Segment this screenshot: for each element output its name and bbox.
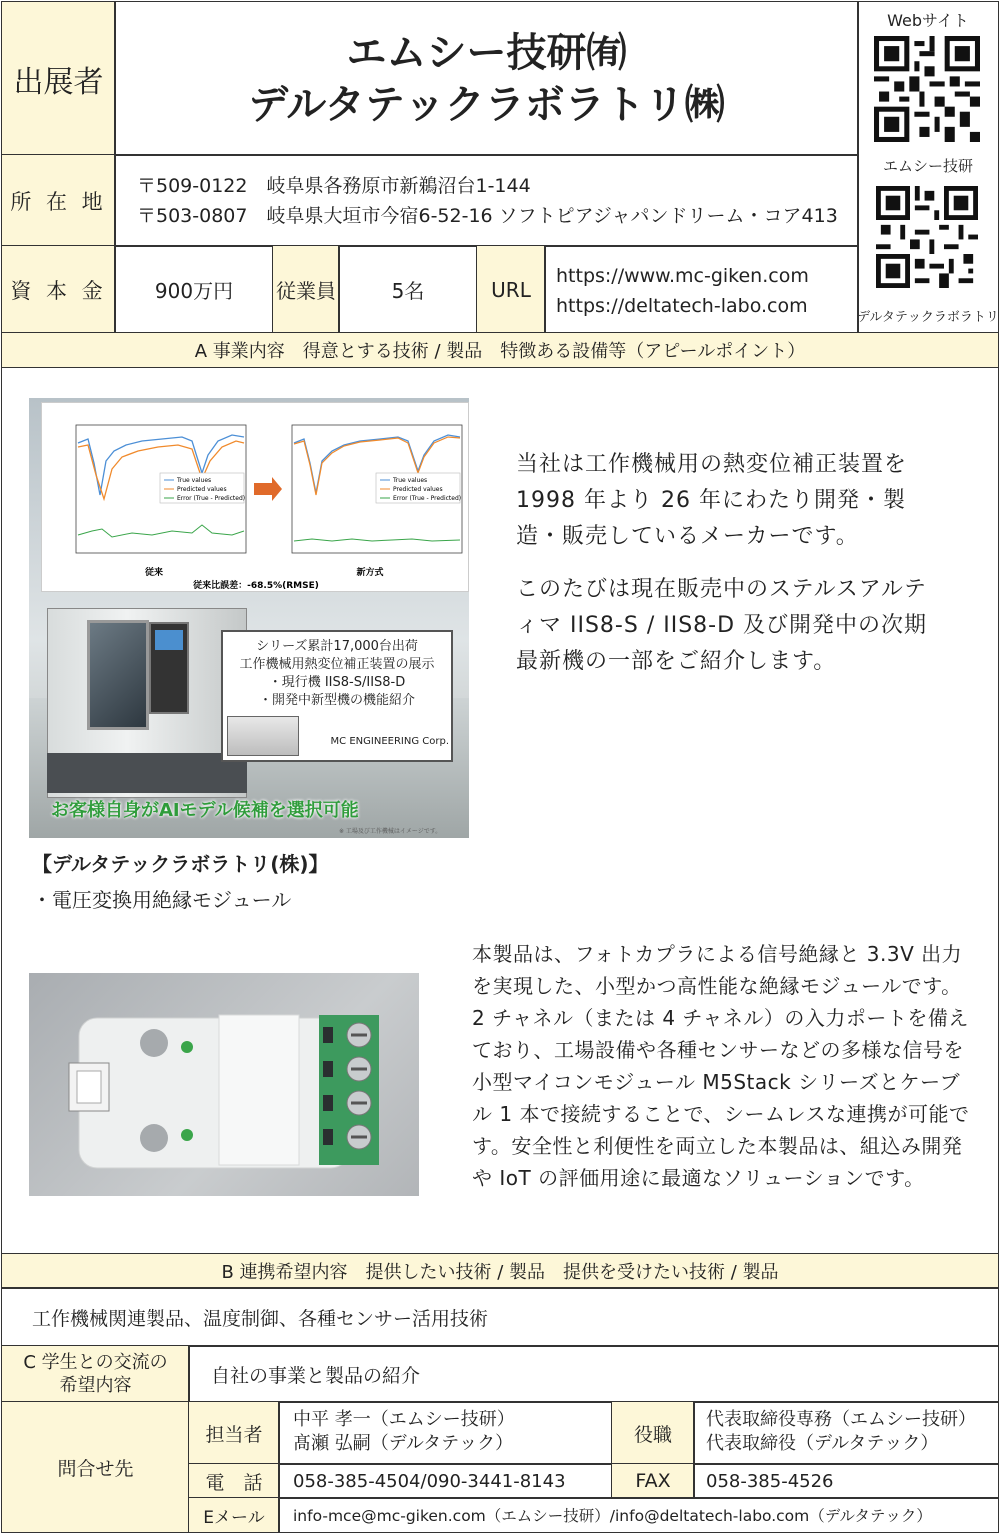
box-corp-name: MC ENGINEERING Corp. [330, 736, 449, 747]
section-c-label-cell [1, 1345, 190, 1403]
person-1: 中平 孝一（エムシー技研） [293, 1409, 515, 1430]
arrow-icon [254, 477, 282, 501]
capital-label-cell [1, 245, 116, 334]
location-label: 所 在 地 [10, 189, 107, 214]
section-c-label-1: C 学生との交流の [23, 1352, 168, 1373]
role-value-cell [693, 1401, 999, 1465]
email-label: Eメール [203, 1507, 265, 1528]
role-2: 代表取締役（デルタテック） [706, 1433, 939, 1454]
email-value-cell [278, 1497, 999, 1533]
capital-value-cell [114, 245, 274, 334]
qr-web-label: Webサイト [887, 11, 969, 30]
person-value-cell [278, 1401, 613, 1465]
machine-window [87, 620, 149, 730]
exhibitor-label-cell [1, 1, 116, 156]
qr-code-web[interactable] [874, 36, 980, 142]
chart-right-label: 新方式 [356, 568, 384, 578]
phone-label-cell [188, 1463, 280, 1499]
section-b-heading: B 連携希望内容 提供したい技術 / 製品 提供を受けたい技術 / 製品 [221, 1262, 779, 1283]
section-a-para-3: 本製品は、フォトカプラによる信号絶縁と 3.3V 出力を実現した、小型かつ高性能な絶縁モジュールです。2 チャネル（または 4 チャネル）の入力ポートを備えており、工場設備や各種センサーなどの多様な信号を小型マイコンモジュール M5Stack シリーズとケーブル 1 本で接続することで、シームレスな連携が可能です。安全性と利便性を両立した本製品は、組込み開発や IoT の評価用途に最適なソリューションです。 [472, 942, 970, 1190]
fax-value-cell [693, 1463, 999, 1499]
qr-code-mc-giken[interactable] [876, 186, 978, 288]
box-line-1: シリーズ累計17,000台出荷 [256, 639, 418, 654]
section-a-para-2: このたびは現在販売中のステルスアルティマ IIS8-S / IIS8-D 及び開発中の次期最新機の一部をご紹介します。 [516, 577, 928, 674]
legend-true-left: True values [177, 477, 212, 484]
product-image-2 [29, 973, 419, 1196]
contact-label-cell [1, 1401, 190, 1533]
sub-item: ・電圧変換用絶縁モジュール [32, 888, 292, 912]
box-line-4: ・開発中新型機の機能紹介 [258, 693, 415, 708]
legend-err-left: Error (True - Predicted) [177, 495, 246, 502]
url-link-2[interactable]: https://deltatech-labo.com [556, 295, 808, 317]
location-label-cell [1, 154, 116, 247]
role-label: 役職 [633, 1423, 672, 1446]
right-chart [292, 425, 462, 578]
address-line-1: 〒509-0122 岐阜県各務原市新鵜沼台1-144 [137, 175, 531, 197]
employees-label: 従業員 [276, 279, 336, 303]
url-value-cell [544, 245, 859, 334]
section-b-body [1, 1287, 999, 1347]
phone-value-cell [278, 1463, 613, 1499]
employees-value: 5名 [391, 279, 425, 303]
section-a-heading-bar [1, 332, 999, 368]
address-line-2: 〒503-0807 岐阜県大垣市今宿6-52-16 ソフトピアジャパンドリーム・コア413 [137, 205, 838, 227]
legend-pred-left: Predicted values [177, 486, 227, 493]
section-b-content: 工作機械関連製品、温度制御、各種センサー活用技術 [32, 1307, 489, 1330]
chart-caption: 従来比誤差：-68.5%(RMSE) [193, 581, 319, 591]
url-label: URL [491, 277, 531, 302]
section-a-para-1: 当社は工作機械用の熱変位補正装置を 1998 年より 26 年にわたり開発・製造・販売しているメーカーです。 [516, 452, 908, 549]
isolation-module-photo [29, 973, 419, 1196]
machine-base [47, 753, 247, 793]
ai-banner: お客様自身がAIモデル候補を選択可能 [51, 800, 359, 821]
legend-true-right: True values [393, 477, 428, 484]
left-chart [76, 425, 246, 578]
phone-label: 電 話 [205, 1471, 263, 1494]
email-value[interactable]: info-mce@mc-giken.com（エムシー技研）/info@deltatech-labo.com（デルタテック） [293, 1507, 932, 1525]
section-a-heading: A 事業内容 得意とする技術 / 製品 特徴ある設備等（アピールポイント） [194, 341, 806, 362]
section-b-heading-bar [1, 1253, 999, 1289]
fax-label: FAX [635, 1470, 671, 1492]
person-label: 担当者 [205, 1423, 263, 1446]
section-c-content: 自社の事業と製品の紹介 [211, 1364, 421, 1387]
chart-left-label: 従来 [144, 568, 164, 578]
fax-label-cell [611, 1463, 695, 1499]
box-line-3: ・現行機 IIS8-S/IIS8-D [268, 675, 406, 690]
role-label-cell [611, 1401, 695, 1465]
employees-value-cell [338, 245, 478, 334]
url-label-cell [476, 245, 546, 334]
phone-value[interactable]: 058-385-4504/090-3441-8143 [293, 1470, 566, 1492]
image-note: ※ 工場及び工作機械はイメージです。 [339, 828, 442, 835]
employees-label-cell [272, 245, 340, 334]
product-image-1 [29, 398, 469, 838]
legend-err-right: Error (True - Predicted) [393, 495, 462, 502]
qr-label-2: デルタテックラボラトリ [857, 310, 999, 325]
box-device-thumbnail [227, 716, 299, 756]
capital-label: 資 本 金 [10, 278, 107, 303]
company-name-cell [114, 1, 859, 156]
chart-panel [41, 402, 469, 592]
qr-label-1: エムシー技研 [882, 157, 973, 175]
email-label-cell [188, 1497, 280, 1533]
sub-heading: 【デルタテックラボラトリ(株)】 [32, 852, 329, 876]
person-2: 髙瀬 弘嗣（デルタテック） [293, 1433, 514, 1454]
comparison-charts [42, 403, 469, 593]
company-name-2: デルタテックラボラトリ㈱ [248, 81, 725, 128]
role-1: 代表取締役専務（エムシー技研） [706, 1409, 976, 1430]
exhibitor-label: 出展者 [13, 64, 104, 100]
section-c-label-2: 希望内容 [59, 1375, 132, 1396]
box-line-2: 工作機械用熱変位補正装置の展示 [239, 657, 435, 672]
machine-screen [155, 630, 183, 650]
capital-value: 900万円 [154, 279, 234, 303]
person-label-cell [188, 1401, 280, 1465]
location-value-cell [114, 154, 859, 247]
contact-label: 問合せ先 [57, 1457, 134, 1480]
section-c-value-cell [188, 1345, 999, 1403]
fax-value: 058-385-4526 [706, 1470, 834, 1492]
legend-pred-right: Predicted values [393, 486, 443, 493]
company-name-1: エムシー技研㈲ [346, 29, 627, 76]
url-link-1[interactable]: https://www.mc-giken.com [556, 265, 809, 287]
